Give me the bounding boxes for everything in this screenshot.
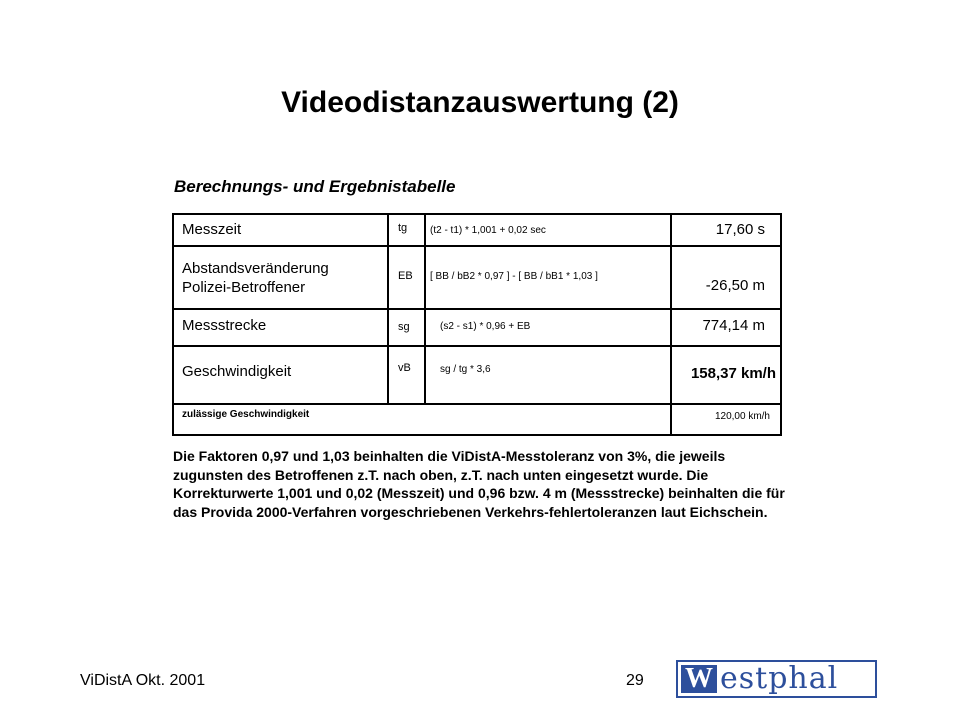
row-divider	[172, 403, 782, 405]
result-geschwindigkeit: 158,37 km/h	[690, 365, 776, 382]
row-divider	[172, 345, 782, 347]
result-abstand: -26,50 m	[705, 277, 765, 294]
limit-label: zulässige Geschwindigkeit	[182, 409, 310, 420]
row-label-messstrecke: Messstrecke	[182, 317, 267, 334]
logo-text: estphal	[720, 661, 839, 696]
symbol-sg: sg	[398, 321, 410, 333]
symbol-vb: vB	[398, 362, 411, 374]
row-label-abstand: Abstandsveränderung	[182, 260, 329, 277]
note-paragraph: Die Faktoren 0,97 und 1,03 beinhalten die ViDistA-Messtoleranz von 3%, die jeweils zugunsten des Betroffenen z.T. nach oben, z.T. nach unten eingesetzt wurde. Die Korrekturwerte 1,001 und 0,02 (Messzeit) und 0,96 bzw. 4 m (Messstrecke) beinhalten die für das Provida 2000-Verfahren vorgeschriebenen Verkehrs-fehlertoleranzen laut Eichschein.	[173, 448, 785, 520]
row-label-abstand-2: Polizei-Betroffener	[182, 279, 306, 296]
page-number: 29	[626, 672, 644, 689]
symbol-tg: tg	[398, 222, 408, 234]
result-messzeit: 17,60 s	[715, 221, 765, 238]
row-divider	[172, 308, 782, 310]
footer-left-text: ViDistA Okt. 2001	[80, 672, 206, 689]
table-heading: Berechnungs- und Ergebnistabelle	[174, 177, 456, 196]
formula-messzeit: (t2 - t1) * 1,001 + 0,02 sec	[430, 225, 546, 236]
row-divider	[172, 245, 782, 247]
westphal-logo	[676, 660, 877, 698]
result-messstrecke: 774,14 m	[702, 317, 765, 334]
slide-title: Videodistanzauswertung (2)	[281, 86, 679, 119]
row-label-messzeit: Messzeit	[182, 221, 242, 238]
formula-geschwindigkeit: sg / tg * 3,6	[440, 364, 491, 375]
formula-abstand: [ BB / bB2 * 0,97 ] - [ BB / bB1 * 1,03 ]	[430, 271, 598, 282]
formula-messstrecke: (s2 - s1) * 0,96 + EB	[440, 321, 531, 332]
symbol-eb: EB	[398, 270, 413, 282]
logo-w: W	[681, 665, 717, 693]
limit-value: 120,00 km/h	[714, 411, 770, 422]
row-label-geschwindigkeit: Geschwindigkeit	[182, 363, 292, 380]
